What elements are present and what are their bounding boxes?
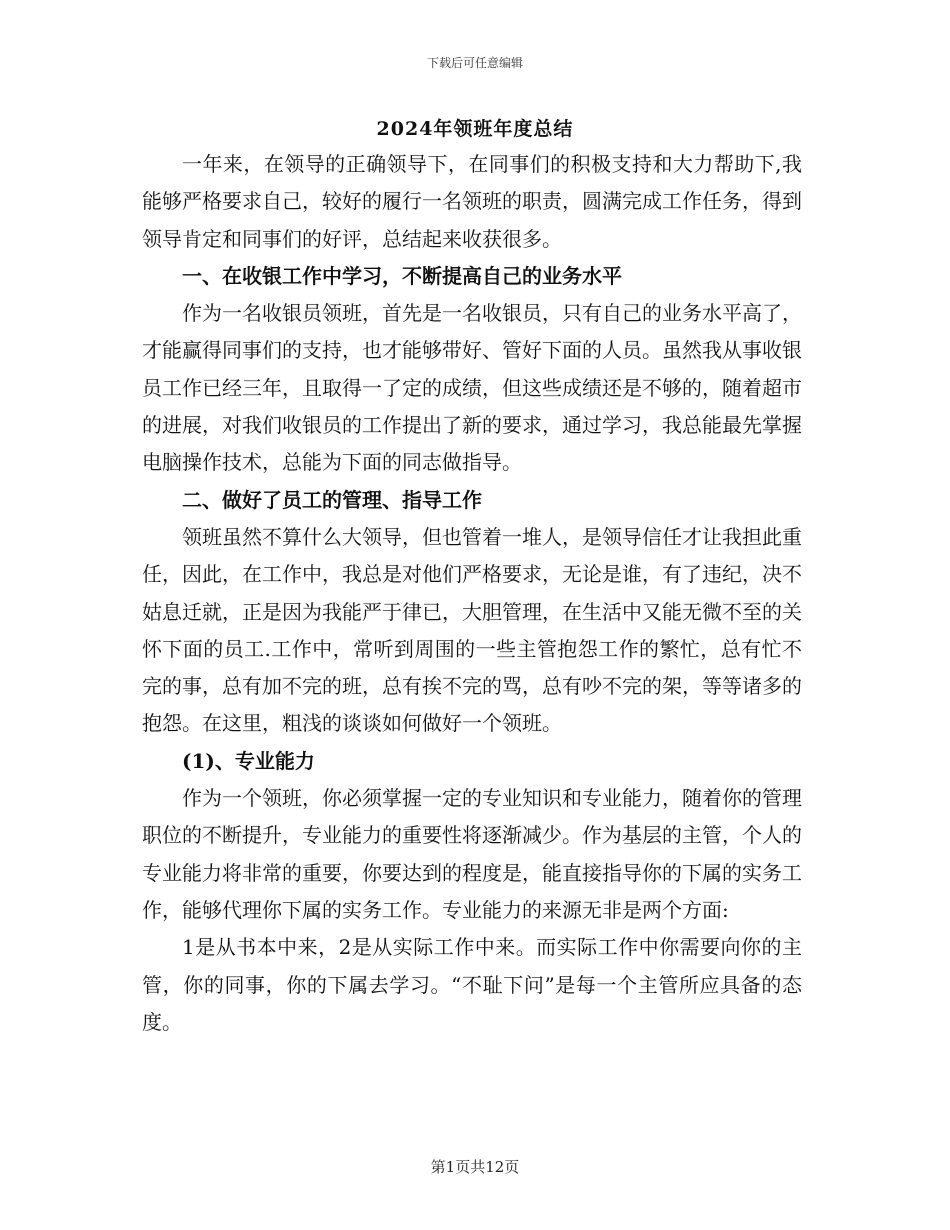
section-2-paragraph: 领班虽然不算什么大领导，但也管着一堆人，是领导信任才让我担此重任，因此，在工作中，我总是对他们严格要求，无论是谁，有了违纪，决不姑息迁就，正是因为我能严于律已，大胆管理，在生活中又能无微不至的关怀下面的员工.工作中，常听到周围的一些主管抱怨工作的繁忙，总有忙不完的事，总有加不完的班，总有挨不完的骂，总有吵不完的架，等等诸多的抱怨。在这里，粗浅的谈谈如何做好一个领班。 [142, 524, 802, 736]
subsection-heading-1: (1)、专业能力 [182, 748, 315, 773]
section-1-paragraph: 作为一名收银员领班，首先是一名收银员，只有自己的业务水平高了，才能赢得同事们的支持，也才能够带好、管好下面的人员。虽然我从事收银员工作已经三年，且取得一了定的成绩，但这些成绩还是不够的，随着超市的进展，对我们收银员的工作提出了新的要求，通过学习，我总能最先掌握电脑操作技术，总能为下面的同志做指导。 [142, 301, 802, 475]
header-note: 下载后可任意编辑 [426, 56, 523, 70]
document-body [142, 146, 802, 1041]
section-heading-2: 二、做好了员工的管理、指导工作 [182, 487, 482, 512]
intro-paragraph: 一年来，在领导的正确领导下，在同事们的积极支持和大力帮助下,我能够严格要求自己，较好的履行一名领班的职责，圆满完成工作任务，得到领导肯定和同事们的好评，总结起来收获很多。 [142, 152, 802, 251]
subsection-1-paragraph-2: 1是从书本中来，2是从实际工作中来。而实际工作中你需要向你的主管，你的同事，你的下属去学习。“不耻下问”是每一个主管所应具备的态度。 [142, 935, 802, 1034]
document-title: 2024年领班年度总结 [376, 118, 574, 140]
page-footer: 第1页共12页 [430, 1158, 520, 1176]
section-heading-1: 一、在收银工作中学习，不断提高自己的业务水平 [182, 263, 622, 288]
subsection-1-paragraph: 作为一个领班，你必须掌握一定的专业知识和专业能力，随着你的管理职位的不断提升，专业能力的重要性将逐渐减少。作为基层的主管，个人的专业能力将非常的重要，你要达到的程度是，能直接指导你的下属的实务工作，能够代理你下属的实务工作。专业能力的来源无非是两个方面: [142, 786, 802, 922]
